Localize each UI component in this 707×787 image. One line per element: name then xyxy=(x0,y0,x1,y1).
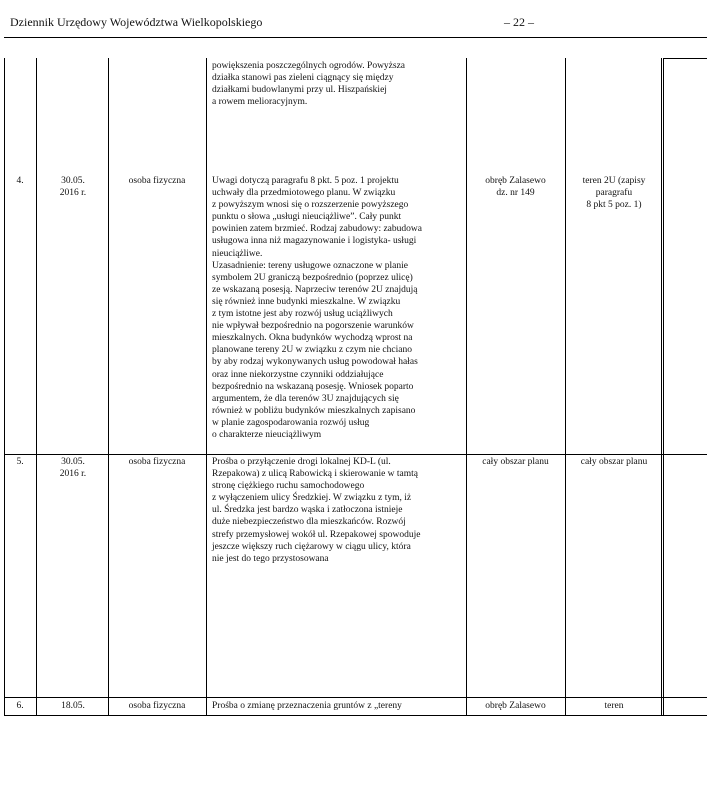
row-date: 30.05. 2016 r. xyxy=(59,457,87,480)
header-rule xyxy=(4,37,707,38)
row-border xyxy=(4,697,707,698)
text-line: a rowem melioracyjnym. xyxy=(212,97,308,108)
row-border xyxy=(663,58,707,59)
row-number: 5. xyxy=(16,457,24,467)
row-submitter: osoba fizyczna xyxy=(128,701,186,711)
row-plan-ref: cały obszar planu xyxy=(580,457,648,467)
row-submitter: osoba fizyczna xyxy=(128,176,186,186)
row-plan-ref: teren xyxy=(604,701,624,711)
row-submitter: osoba fizyczna xyxy=(128,457,186,467)
row-border xyxy=(4,454,707,455)
text-line: powiększenia poszczególnych ogrodów. Powyższa xyxy=(212,61,406,71)
col-border xyxy=(108,58,109,716)
col-border xyxy=(4,58,5,716)
page-number: – 22 – xyxy=(504,15,534,29)
table-row-content: Uwagi dotyczą paragrafu 8 pkt. 5 poz. 1 projektu uchwały dla przedmiotowego planu. W związku z powyższym wnosi się o rozszerzenie powyższego punktu o słowa „usługi nieuciążliwe”. Cały punkt powinien zatem brzmieć. Rodzaj zabudowy: zabudowa usługowa inna niż magazynowanie i logistyka- usługi nieuciążliwe. Uzasadnienie: tereny usługowe oznaczone w planie symbolem 2U graniczą bezpośrednio (poprzez ulicę) ze wskazaną posesją. Naprzeciw terenów 2U znajdują się również inne budynki mieszkalne. W związku z tym istotne jest aby rozwój usług uciążliwych nie wpływał bezpośrednio na pogorszenie warunków mieszkalnych. Okna budynków wychodzą wprost na planowane tereny 2U w związku z czym nie chciano by aby rodzaj wykonywanych usług powodował hałas oraz inne niekorzystne czynniki oddziałujące bezpośrednio na wskazaną posesję. Wniosek poparto argumentem, że dla terenów 3U znajdujących się również w pobliżu budynków mieszkalnych zapisano w planie zagospodarowania rozwój usług o charakterze nieuciążliwym xyxy=(212,176,422,440)
col-border xyxy=(36,58,37,716)
journal-title: Dziennik Urzędowy Województwa Wielkopolskiego xyxy=(10,15,263,29)
col-border xyxy=(663,58,664,716)
col-border xyxy=(565,58,566,716)
row-number: 4. xyxy=(16,176,24,186)
row-area: obręb Zalasewo dz. nr 149 xyxy=(485,176,546,199)
page-header xyxy=(10,15,707,35)
row-area: cały obszar planu xyxy=(482,457,549,467)
row-date: 18.05. xyxy=(61,701,85,711)
col-border xyxy=(661,58,662,716)
row-plan-ref: teren 2U (zapisy paragrafu 8 pkt 5 poz. 1) xyxy=(582,176,646,211)
row-date: 30.05. 2016 r. xyxy=(59,176,87,199)
remarks-table xyxy=(4,58,707,716)
col-border xyxy=(466,58,467,716)
row-number: 6. xyxy=(16,701,24,711)
table-row-content: Prośba o zmianę przeznaczenia gruntów z „tereny xyxy=(212,701,402,711)
text-line: działka stanowi pas zieleni ciągnący się między xyxy=(212,73,394,84)
row-area: obręb Zalasewo xyxy=(485,701,546,711)
row-border xyxy=(4,715,707,716)
text-line: działkami budowlanymi przy ul. Hiszpańskiej xyxy=(212,85,387,96)
table-row-content: Prośba o przyłączenie drogi lokalnej KD-L (ul. Rzepakowa) z ulicą Rabowicką i skierowanie w tamtą stronę ciężkiego ruchu samochodowego z wyłączeniem ulicy Średzkiej. W związku z tym, iż ul. Średzka jest bardzo wąska i zatłoczona istnieje duże niebezpieczeństwo dla mieszkańców. Rozwój strefy przemysłowej wokół ul. Rzepakowej spowoduje jeszcze większy ruch ciężarowy w ciągu ulicy, która nie jest do tego przystosowana xyxy=(212,457,421,564)
col-border xyxy=(206,58,207,716)
table-row-content xyxy=(212,60,466,108)
